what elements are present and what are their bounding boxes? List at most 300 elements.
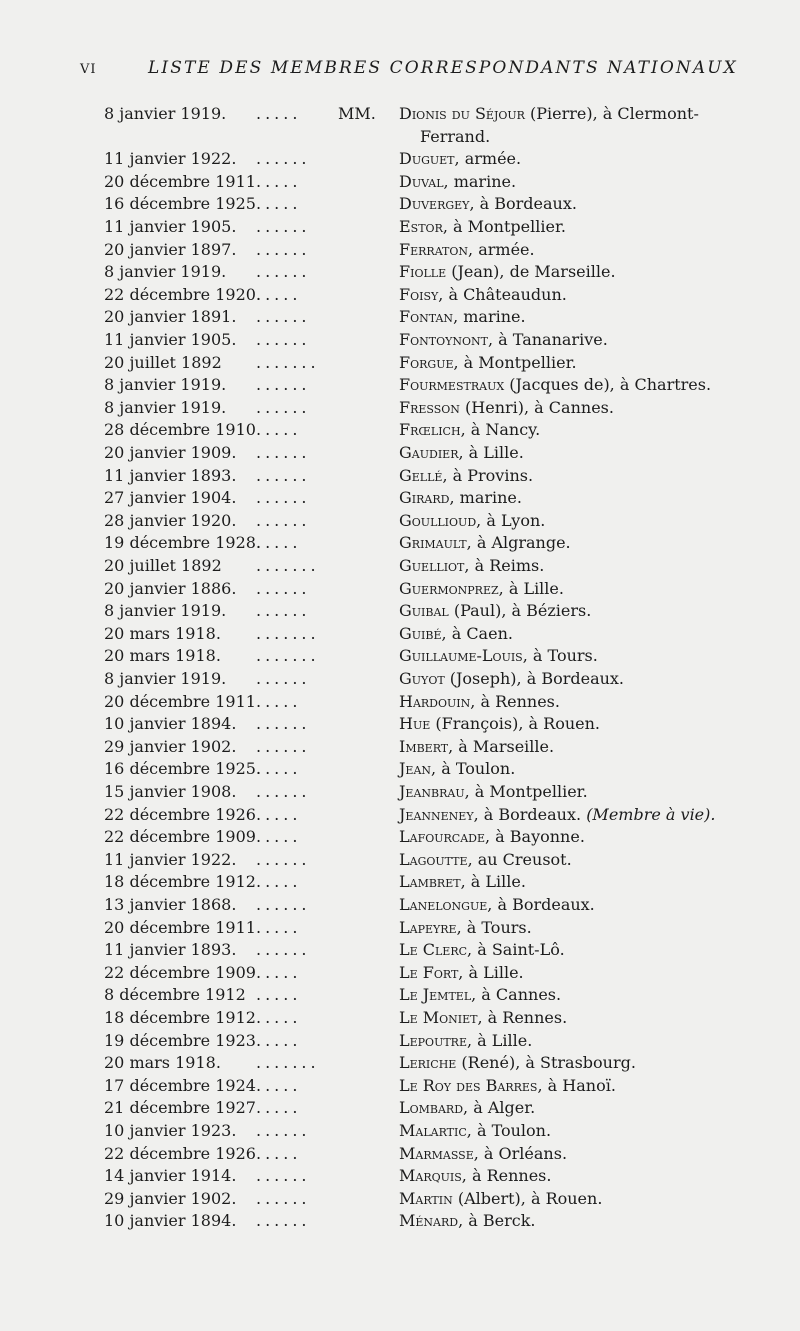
list-item xyxy=(0,556,800,579)
entry-name xyxy=(399,285,567,305)
entry-surname: Lapeyre xyxy=(399,917,457,937)
entry-details: (Pierre), à Clermont- xyxy=(524,104,699,123)
entry-leader-dots: ..... xyxy=(256,420,302,440)
list-item xyxy=(0,511,800,534)
entry-leader-dots: ..... xyxy=(256,1008,302,1027)
entry-details: , marine. xyxy=(453,307,526,327)
list-item xyxy=(0,1008,800,1031)
list-item xyxy=(0,895,800,918)
list-item xyxy=(0,1189,800,1212)
entry-details: , à Nancy. xyxy=(460,420,541,440)
list-item xyxy=(0,262,800,285)
entry-surname: Imbert xyxy=(399,736,449,756)
entry-date: 11 janvier 1922. xyxy=(104,149,237,169)
entry-surname: Gellé xyxy=(399,465,443,485)
entry-details: , à Tours. xyxy=(522,646,598,666)
list-item xyxy=(0,375,800,398)
list-item xyxy=(0,443,800,466)
entry-leader-dots: ...... xyxy=(256,239,311,259)
entry-name xyxy=(399,1053,636,1073)
entry-leader-dots: ...... xyxy=(256,1211,311,1231)
list-item xyxy=(0,737,800,760)
entry-name xyxy=(399,398,614,418)
entry-date: 20 décembre 1911 xyxy=(104,171,256,191)
entry-surname: Hue xyxy=(399,714,431,734)
entry-date: 19 décembre 1928. xyxy=(104,533,262,553)
entry-leader-dots: ...... xyxy=(256,669,311,688)
entry-leader-dots: ....... xyxy=(256,646,320,666)
entry-date: 8 janvier 1919. xyxy=(104,375,227,395)
entry-leader-dots: ...... xyxy=(256,601,311,621)
entry-name xyxy=(399,172,516,192)
list-item xyxy=(0,172,800,195)
entry-details: , à Alger. xyxy=(463,1098,536,1118)
entry-surname: Guermonprez xyxy=(399,578,499,598)
entry-date: 8 janvier 1919. xyxy=(104,669,227,688)
entry-surname: Lepoutre xyxy=(399,1030,467,1050)
entry-date: 20 décembre 1911 xyxy=(104,691,256,711)
entry-date: 28 janvier 1920. xyxy=(104,510,237,530)
entry-surname: Fiolle xyxy=(399,262,447,282)
entry-date: 13 janvier 1868. xyxy=(104,895,237,914)
entry-surname: Guibal xyxy=(399,601,449,621)
entry-name xyxy=(399,330,608,350)
entry-details: , à Hanoï. xyxy=(537,1075,616,1095)
list-item xyxy=(0,601,800,624)
entry-details: , à Orléans. xyxy=(473,1143,568,1163)
page-header: LISTE DES MEMBRES CORRESPONDANTS NATIONAUX xyxy=(148,58,738,78)
list-item xyxy=(0,420,800,443)
entry-date: 20 janvier 1886. xyxy=(104,578,237,598)
entry-details: , armée. xyxy=(454,149,522,169)
entry-name xyxy=(399,262,616,282)
entry-leader-dots: ...... xyxy=(256,736,311,756)
entry-leader-dots: ...... xyxy=(256,217,311,236)
entry-details: (Joseph), à Bordeaux. xyxy=(444,669,625,688)
entry-date: 14 janvier 1914. xyxy=(104,1166,237,1186)
entry-surname: Girard xyxy=(399,488,450,508)
list-item xyxy=(0,782,800,805)
entry-name xyxy=(399,1166,551,1186)
entry-details: , à Lille. xyxy=(458,443,524,462)
entry-surname: Lombard xyxy=(399,1098,464,1118)
entry-name xyxy=(399,375,711,395)
entry-leader-dots: ...... xyxy=(256,375,311,395)
entry-leader-dots: ...... xyxy=(256,465,311,485)
entry-date: 10 janvier 1894. xyxy=(104,714,237,734)
list-item xyxy=(0,963,800,986)
entry-leader-dots: ..... xyxy=(256,1098,302,1118)
entry-date: 8 janvier 1919. xyxy=(104,397,227,417)
entry-name xyxy=(399,466,533,486)
entry-date: 20 janvier 1909. xyxy=(104,443,237,462)
list-item xyxy=(0,1098,800,1121)
entry-leader-dots: ...... xyxy=(256,849,311,869)
list-item xyxy=(0,579,800,602)
entry-name xyxy=(399,307,526,327)
entry-name xyxy=(399,1031,532,1051)
list-item xyxy=(0,714,800,737)
entry-date: 22 décembre 1926 xyxy=(104,804,256,824)
entry-name xyxy=(399,1008,567,1028)
entry-date: 22 décembre 1909 xyxy=(104,827,256,847)
entry-surname: Fourmestraux xyxy=(399,375,505,395)
entry-details: , à Tananarive. xyxy=(487,330,608,349)
entry-surname: Ménard xyxy=(399,1211,459,1231)
entry-leader-dots: ...... xyxy=(256,940,311,960)
list-item xyxy=(0,759,800,782)
entry-details: (Albert), à Rouen. xyxy=(452,1188,603,1208)
entry-surname: Duval xyxy=(399,171,444,191)
list-item xyxy=(0,872,800,895)
entry-details: , marine. xyxy=(443,171,517,191)
entry-name xyxy=(399,511,545,531)
entry-leader-dots: ...... xyxy=(256,895,311,914)
entry-details: , à Lille. xyxy=(467,1030,533,1050)
list-item xyxy=(0,940,800,963)
entry-leader-dots: ..... xyxy=(256,827,302,847)
entry-leader-dots: ...... xyxy=(256,1188,311,1208)
entry-details: , à Châteaudun. xyxy=(438,284,567,304)
entry-prefix: MM. xyxy=(338,104,376,123)
entry-surname: Marmasse xyxy=(399,1143,474,1163)
entry-date: 22 décembre 1926 xyxy=(104,1143,256,1163)
entry-surname: Lagoutte xyxy=(399,849,468,869)
entry-name xyxy=(399,624,513,644)
entry-date: 8 janvier 1919. xyxy=(104,104,227,123)
entry-leader-dots: ..... xyxy=(256,872,302,892)
entry-name xyxy=(399,488,522,508)
entry-name xyxy=(399,782,588,802)
entry-details: , à Lille. xyxy=(460,872,526,892)
entry-details: , à Lille. xyxy=(498,578,564,598)
entry-surname: Forgue xyxy=(399,352,454,372)
list-item xyxy=(0,353,800,376)
list-item xyxy=(0,533,800,556)
entry-leader-dots: ..... xyxy=(256,985,302,1005)
entry-date: 29 janvier 1902. xyxy=(104,1188,237,1208)
list-item xyxy=(0,669,800,692)
entry-surname: Marquis xyxy=(399,1166,462,1186)
entry-surname: Foisy xyxy=(399,284,439,304)
entry-leader-dots: ...... xyxy=(256,714,311,734)
list-item xyxy=(0,466,800,489)
entry-date: 10 janvier 1894. xyxy=(104,1211,237,1231)
entry-details: , à Rennes. xyxy=(470,691,560,711)
entry-date: 17 décembre 1924 xyxy=(104,1075,256,1095)
entry-leader-dots: ..... xyxy=(256,194,302,214)
list-item xyxy=(0,398,800,421)
entry-date: 22 décembre 1909 xyxy=(104,962,256,982)
entry-details: , à Caen. xyxy=(441,623,513,643)
entry-surname: Guyot xyxy=(399,669,445,688)
entry-details: , à Saint-Lô. xyxy=(467,940,565,960)
entry-name xyxy=(399,1121,551,1141)
entry-surname: Leriche xyxy=(399,1053,457,1073)
entry-leader-dots: ..... xyxy=(256,1030,302,1050)
entry-leader-dots: ...... xyxy=(256,510,311,530)
entry-leader-dots: ..... xyxy=(256,804,302,824)
entry-date: 20 janvier 1897. xyxy=(104,239,237,259)
entry-details: , à Bayonne. xyxy=(484,827,585,847)
entry-details: , à Bordeaux. xyxy=(487,895,595,914)
entry-name xyxy=(399,714,600,734)
entry-details: , au Creusot. xyxy=(467,849,572,869)
entry-name xyxy=(399,194,577,214)
entry-date: 11 janvier 1893. xyxy=(104,940,237,960)
entry-surname: Le Jemtel xyxy=(399,985,472,1005)
entry-date: 18 décembre 1912 xyxy=(104,872,256,892)
entry-leader-dots: ..... xyxy=(256,284,302,304)
entry-leader-dots: ...... xyxy=(256,330,311,349)
entry-details: (Jacques de), à Chartres. xyxy=(504,375,712,395)
list-item xyxy=(0,827,800,850)
list-item xyxy=(0,985,800,1008)
entry-leader-dots: ....... xyxy=(256,556,320,575)
entry-surname: Lafourcade xyxy=(399,827,485,847)
entry-name xyxy=(399,985,561,1005)
list-item xyxy=(0,488,800,511)
entry-leader-dots: ..... xyxy=(256,533,302,553)
entry-date: 18 décembre 1912 xyxy=(104,1008,256,1027)
entry-date: 16 décembre 1925 xyxy=(104,194,256,214)
entry-surname: Fontan xyxy=(399,307,454,327)
entry-surname: Jean xyxy=(399,759,432,779)
entry-surname: Frœlich xyxy=(399,420,461,440)
entry-date: 11 janvier 1905. xyxy=(104,330,237,349)
entry-surname: Duvergey xyxy=(399,194,470,214)
entry-leader-dots: ...... xyxy=(256,782,311,801)
list-item xyxy=(0,1144,800,1167)
entry-surname: Guibé xyxy=(399,623,442,643)
entry-date: 11 janvier 1905. xyxy=(104,217,237,236)
entry-name xyxy=(399,918,532,938)
entry-details: , à Lyon. xyxy=(476,510,546,530)
entry-details: , marine. xyxy=(449,488,522,508)
entry-date: 29 janvier 1902. xyxy=(104,736,237,756)
entry-date: 19 décembre 1923 xyxy=(104,1030,256,1050)
entry-name xyxy=(399,533,571,553)
entry-leader-dots: ..... xyxy=(256,104,302,123)
entry-date: 15 janvier 1908. xyxy=(104,782,237,801)
entry-name xyxy=(399,443,524,463)
entry-date: 11 janvier 1893. xyxy=(104,465,237,485)
entry-leader-dots: ...... xyxy=(256,149,311,169)
entry-details: , à Cannes. xyxy=(471,985,562,1005)
list-item xyxy=(0,307,800,330)
entry-name xyxy=(399,669,624,689)
entry-leader-dots: ...... xyxy=(256,443,311,462)
entry-name xyxy=(399,963,524,983)
entry-details: , à Rennes. xyxy=(477,1008,568,1027)
entry-details: (Paul), à Béziers. xyxy=(448,601,592,621)
list-item xyxy=(0,624,800,647)
list-item xyxy=(0,104,800,127)
entry-surname: Goullioud xyxy=(399,510,477,530)
entry-details: (René), à Strasbourg. xyxy=(456,1053,636,1073)
entry-date: 28 décembre 1910 xyxy=(104,420,256,440)
entry-details: (Jean), de Marseille. xyxy=(446,262,616,282)
entry-name xyxy=(399,895,595,915)
entry-details: , à Rennes. xyxy=(461,1166,552,1186)
entry-name xyxy=(399,692,560,712)
entry-date: 8 décembre 1912 xyxy=(104,985,246,1005)
entry-name xyxy=(399,353,577,373)
entry-surname: Le Fort xyxy=(399,962,459,982)
entry-surname: Guillaume-Louis xyxy=(399,646,523,666)
list-item xyxy=(0,330,800,353)
entry-date: 20 juillet 1892 xyxy=(104,556,222,575)
entry-details: , à Toulon. xyxy=(466,1121,552,1140)
entry-leader-dots: ...... xyxy=(256,578,311,598)
entry-details: , à Provins. xyxy=(442,465,534,485)
entry-surname: Le Clerc xyxy=(399,940,468,960)
entry-details: , à Lille. xyxy=(458,962,524,982)
entry-date: 20 juillet 1892 xyxy=(104,352,222,372)
entry-surname: Malartic xyxy=(399,1121,467,1140)
entry-leader-dots: ....... xyxy=(256,623,320,643)
entry-name xyxy=(399,872,526,892)
entry-date: 20 décembre 1911 xyxy=(104,917,256,937)
entry-name xyxy=(399,1098,535,1118)
entry-date: 8 janvier 1919. xyxy=(104,262,227,282)
entry-name xyxy=(399,579,564,599)
entry-leader-dots: ....... xyxy=(256,1053,320,1073)
entry-surname: Le Moniet xyxy=(399,1008,478,1027)
entry-surname: Guelliot xyxy=(399,556,465,575)
entry-date: 20 mars 1918. xyxy=(104,1053,221,1073)
entry-surname: Lanelongue xyxy=(399,895,488,914)
entry-details: , à Toulon. xyxy=(431,759,516,779)
entry-name xyxy=(399,104,699,124)
entry-name xyxy=(399,646,598,666)
entry-name xyxy=(399,737,554,757)
entry-details: , à Montpellier. xyxy=(453,352,577,372)
entry-details: , à Bordeaux. xyxy=(469,194,577,214)
list-item-continuation xyxy=(0,127,800,150)
entry-details: , à Algrange. xyxy=(466,533,571,553)
entry-surname: Le Roy des Barres xyxy=(399,1075,538,1095)
entry-surname: Fontoynont xyxy=(399,330,488,349)
entry-leader-dots: ..... xyxy=(256,917,302,937)
entry-date: 10 janvier 1923. xyxy=(104,1121,237,1140)
entry-surname: Grimault xyxy=(399,533,467,553)
entry-surname: Jeanneney xyxy=(399,804,474,824)
entry-surname: Dionis du Séjour xyxy=(399,104,525,123)
entry-name xyxy=(399,1189,602,1209)
entry-continuation: Ferrand. xyxy=(420,126,491,146)
entry-details: , à Marseille. xyxy=(448,736,555,756)
entry-leader-dots: ..... xyxy=(256,1143,302,1163)
entry-name xyxy=(399,420,540,440)
entry-details: (Henri), à Cannes. xyxy=(459,397,614,417)
list-item xyxy=(0,918,800,941)
list-item xyxy=(0,805,800,828)
entry-details: , à Tours. xyxy=(456,917,532,937)
entry-leader-dots: ...... xyxy=(256,1166,311,1186)
list-item xyxy=(0,217,800,240)
entry-note: (Membre à vie). xyxy=(586,804,716,824)
entry-name xyxy=(399,1076,616,1096)
entry-name xyxy=(399,217,566,237)
entry-date: 22 décembre 1920. xyxy=(104,284,262,304)
entry-leader-dots: ...... xyxy=(256,488,311,508)
entry-name xyxy=(399,149,521,169)
list-item xyxy=(0,1076,800,1099)
entry-details: (François), à Rouen. xyxy=(430,714,600,734)
entry-leader-dots: ....... xyxy=(256,352,320,372)
entry-name xyxy=(399,601,591,621)
list-item xyxy=(0,1166,800,1189)
entry-name xyxy=(399,940,565,960)
entry-date: 21 décembre 1927 xyxy=(104,1098,256,1118)
entry-date: 20 mars 1918. xyxy=(104,623,221,643)
entry-leader-dots: ...... xyxy=(256,397,311,417)
list-item xyxy=(0,1053,800,1076)
entry-leader-dots: ..... xyxy=(256,962,302,982)
entry-date: 20 mars 1918. xyxy=(104,646,221,666)
list-item xyxy=(0,646,800,669)
entry-leader-dots: ..... xyxy=(256,759,302,779)
entry-surname: Jeanbrau xyxy=(399,782,465,801)
entry-date: 16 décembre 1925. xyxy=(104,759,262,779)
list-item xyxy=(0,1121,800,1144)
entry-details: , à Bordeaux. xyxy=(473,804,587,824)
list-item xyxy=(0,285,800,308)
entry-name xyxy=(399,1144,567,1164)
entry-leader-dots: ...... xyxy=(256,262,311,282)
entry-details: , à Montpellier. xyxy=(442,217,566,236)
page-number: VI xyxy=(80,62,97,77)
entry-name xyxy=(399,1211,536,1231)
entry-date: 27 janvier 1904. xyxy=(104,488,237,508)
entry-surname: Duguet xyxy=(399,149,455,169)
entry-details: , à Montpellier. xyxy=(464,782,588,801)
list-item xyxy=(0,850,800,873)
list-item xyxy=(0,1211,800,1234)
entry-date: 11 janvier 1922. xyxy=(104,849,237,869)
entry-leader-dots: ..... xyxy=(256,171,302,191)
entry-details: , armée. xyxy=(468,239,535,259)
entry-name xyxy=(399,240,535,260)
entry-details: , à Reims. xyxy=(464,556,545,575)
list-item xyxy=(0,1031,800,1054)
list-item xyxy=(0,692,800,715)
entry-name xyxy=(399,850,572,870)
list-item xyxy=(0,240,800,263)
entry-surname: Estor xyxy=(399,217,443,236)
list-item xyxy=(0,149,800,172)
entry-surname: Lambret xyxy=(399,872,461,892)
entry-surname: Fresson xyxy=(399,397,460,417)
entry-name xyxy=(399,556,544,576)
entry-name xyxy=(399,827,585,847)
entry-surname: Martin xyxy=(399,1188,453,1208)
entry-date: 8 janvier 1919. xyxy=(104,601,227,621)
entry-leader-dots: ...... xyxy=(256,307,311,327)
entry-details: , à Berck. xyxy=(458,1211,536,1231)
entry-leader-dots: ..... xyxy=(256,691,302,711)
entry-surname: Hardouin xyxy=(399,691,471,711)
entry-date: 20 janvier 1891. xyxy=(104,307,237,327)
list-item xyxy=(0,194,800,217)
entry-leader-dots: ...... xyxy=(256,1121,311,1140)
entry-surname: Ferraton xyxy=(399,239,469,259)
entry-leader-dots: ..... xyxy=(256,1075,302,1095)
entry-name xyxy=(399,759,515,779)
entry-name xyxy=(399,805,715,825)
entry-surname: Gaudier xyxy=(399,443,459,462)
